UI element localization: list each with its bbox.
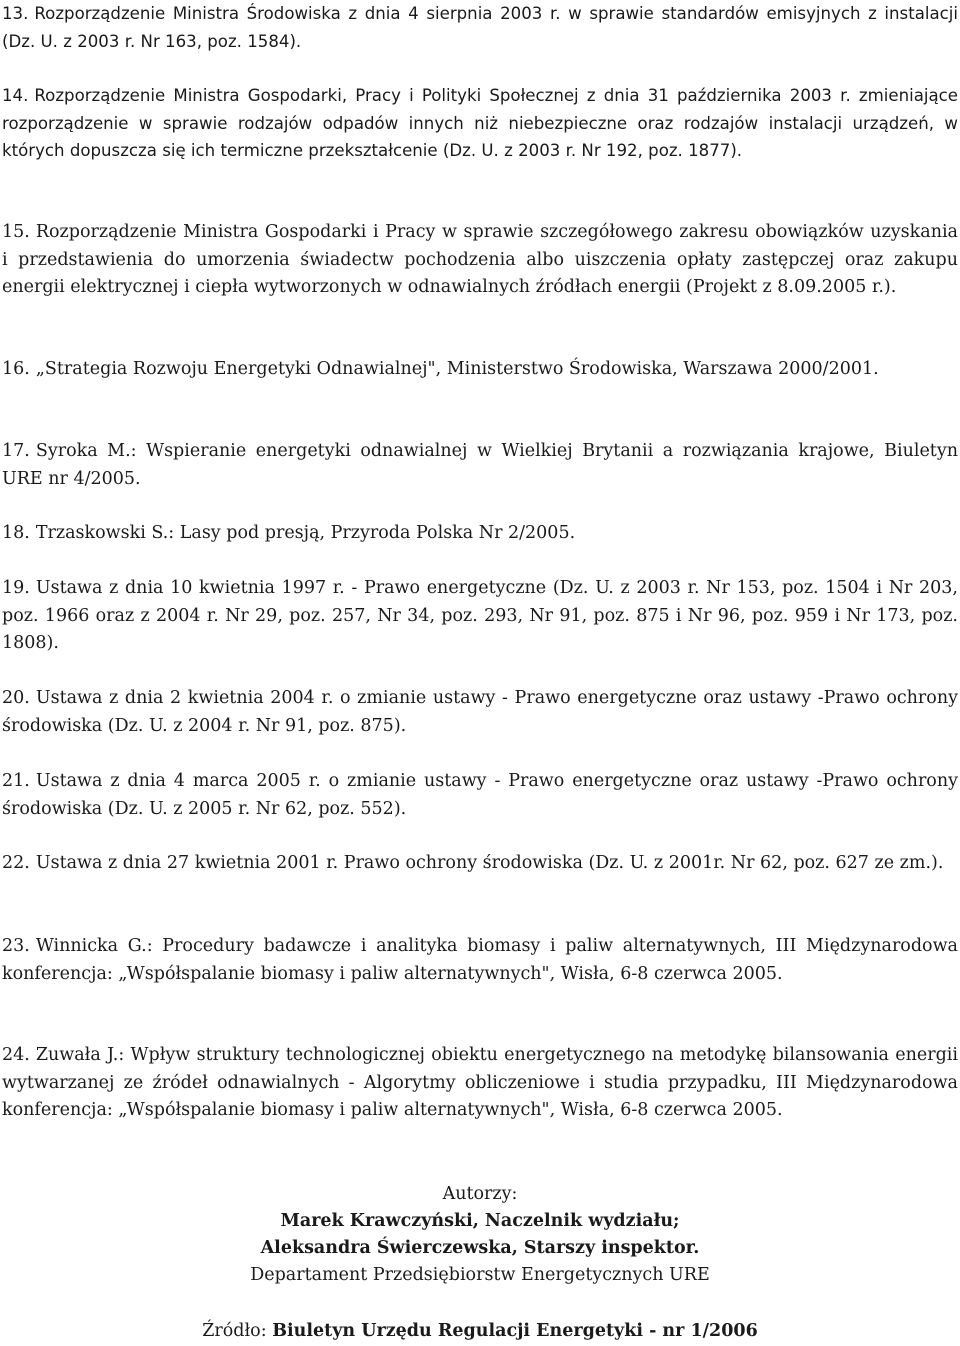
author-name: Marek Krawczyński, Naczelnik wydziału;	[280, 1211, 680, 1231]
reference-number: 13.	[2, 4, 29, 23]
reference-number: 20.	[2, 688, 30, 708]
reference-item-15	[2, 219, 958, 302]
reference-number: 19.	[2, 578, 30, 598]
reference-number: 14.	[2, 86, 29, 105]
reference-item-14	[2, 82, 958, 165]
reference-item-13	[2, 0, 958, 55]
reference-item-18	[2, 520, 958, 548]
reference-text: Zuwała J.: Wpływ struktury technologicznej obiektu energetycznego na metodykę bilansowania energii wytwarzanej ze źródeł odnawialnych - Algorytmy obliczeniowe i studia przypadku, III Międzynarodowa konferencja: „Współspalanie biomasy i paliw alternatywnych", Wisła, 6-8 czerwca 2005.	[2, 1045, 958, 1120]
reference-text: Ustawa z dnia 10 kwietnia 1997 r. - Prawo energetyczne (Dz. U. z 2003 r. Nr 153, poz. 1504 i Nr 203, poz. 1966 oraz z 2004 r. Nr 29, poz. 257, Nr 34, poz. 293, Nr 91, poz. 875 i Nr 96, poz. 959 i Nr 173, poz. 1808).	[2, 578, 958, 653]
reference-item-24	[2, 1042, 958, 1125]
reference-item-23	[2, 933, 958, 988]
reference-number: 17.	[2, 441, 30, 461]
reference-text: Syroka M.: Wspieranie energetyki odnawialnej w Wielkiej Brytanii a rozwiązania krajowe, Biuletyn URE nr 4/2005.	[2, 441, 958, 489]
reference-item-17	[2, 438, 958, 493]
source-line	[0, 1318, 960, 1345]
reference-item-16	[2, 356, 958, 384]
reference-text: „Strategia Rozwoju Energetyki Odnawialnej", Ministerstwo Środowiska, Warszawa 2000/2001.	[35, 359, 879, 379]
reference-item-19	[2, 575, 958, 658]
reference-text: Rozporządzenie Ministra Środowiska z dnia 4 sierpnia 2003 r. w sprawie standardów emisyjnych z instalacji (Dz. U. z 2003 r. Nr 163, poz. 1584).	[2, 4, 958, 51]
reference-text: Rozporządzenie Ministra Gospodarki i Pracy w sprawie szczegółowego zakresu obowiązków uzyskania i przedstawienia do umorzenia świadectw pochodzenia albo uiszczenia opłaty zastępczej oraz zakupu energii elektrycznej i ciepła wytworzonych w odnawialnych źródłach energii (Projekt z 8.09.2005 r.).	[2, 222, 958, 297]
reference-text: Rozporządzenie Ministra Gospodarki, Pracy i Polityki Społecznej z dnia 31 października 2003 r. zmieniające rozporządzenie w sprawie rodzajów odpadów innych niż niebezpieczne oraz rodzajów instalacji urządzeń, w których dopuszcza się ich termiczne przekształcenie (Dz. U. z 2003 r. Nr 192, poz. 1877).	[2, 86, 958, 160]
reference-text: Ustawa z dnia 27 kwietnia 2001 r. Prawo ochrony środowiska (Dz. U. z 2001r. Nr 62, poz. 627 ze zm.).	[35, 853, 944, 873]
reference-item-22	[2, 850, 958, 878]
reference-number: 22.	[2, 853, 30, 873]
reference-number: 24.	[2, 1045, 30, 1065]
reference-number: 23.	[2, 936, 30, 956]
reference-text: Ustawa z dnia 2 kwietnia 2004 r. o zmianie ustawy - Prawo energetyczne oraz ustawy -Prawo ochrony środowiska (Dz. U. z 2004 r. Nr 91, poz. 875).	[2, 688, 958, 736]
authors-label: Autorzy:	[442, 1184, 518, 1204]
department-name: Departament Przedsiębiorstw Energetycznych URE	[250, 1265, 710, 1285]
reference-text: Winnicka G.: Procedury badawcze i analityka biomasy i paliw alternatywnych, III Międzynarodowa konferencja: „Współspalanie biomasy i paliw alternatywnych", Wisła, 6-8 czerwca 2005.	[2, 936, 958, 984]
source-title: Biuletyn Urzędu Regulacji Energetyki - nr 1/2006	[272, 1321, 758, 1341]
reference-number: 16.	[2, 359, 30, 379]
reference-number: 15.	[2, 222, 30, 242]
reference-number: 18.	[2, 523, 30, 543]
reference-text: Trzaskowski S.: Lasy pod presją, Przyroda Polska Nr 2/2005.	[35, 523, 576, 543]
author-name: Aleksandra Świerczewska, Starszy inspektor.	[260, 1238, 700, 1258]
reference-text: Ustawa z dnia 4 marca 2005 r. o zmianie ustawy - Prawo energetyczne oraz ustawy -Prawo ochrony środowiska (Dz. U. z 2005 r. Nr 62, poz. 552).	[2, 771, 958, 819]
reference-item-21	[2, 768, 958, 823]
source-label: Źródło:	[202, 1321, 267, 1341]
reference-item-20	[2, 685, 958, 740]
reference-number: 21.	[2, 771, 30, 791]
